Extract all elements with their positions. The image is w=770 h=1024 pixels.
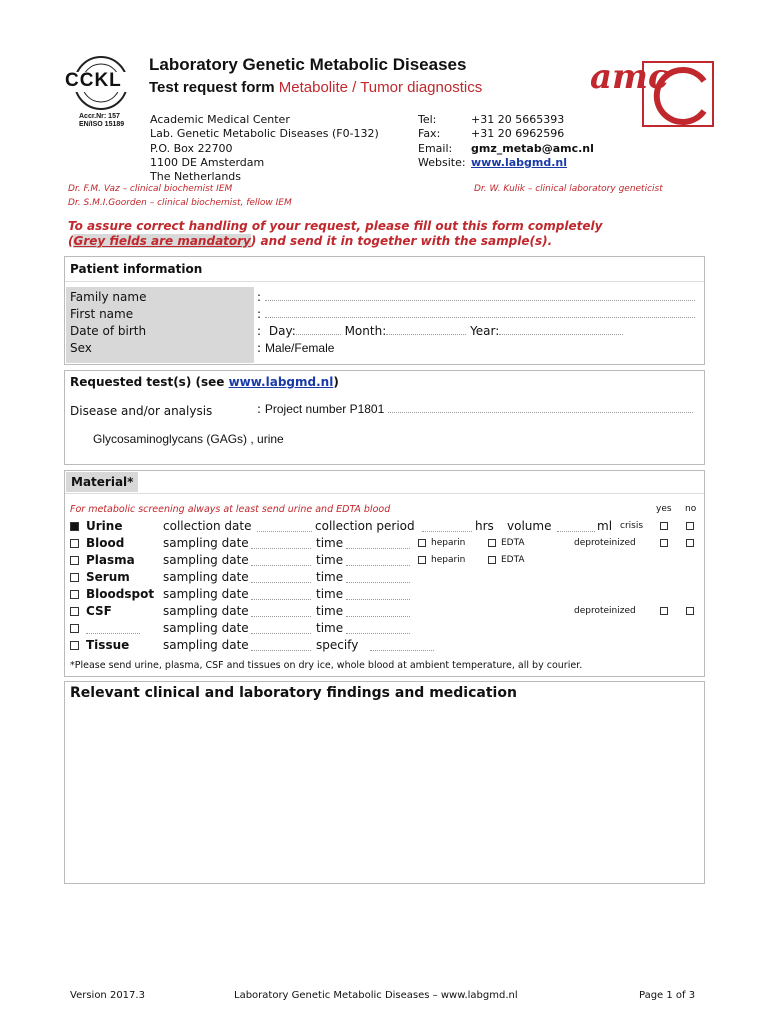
material-time-input[interactable] [346, 539, 410, 549]
disease-label: Disease and/or analysis [70, 404, 213, 418]
material-time-label: collection period [315, 519, 415, 533]
edta-checkbox[interactable] [488, 556, 496, 564]
material-row [70, 518, 702, 535]
disease-input[interactable]: Project number P1801 [264, 402, 385, 416]
yes-header: yes [656, 504, 672, 514]
address-line: P.O. Box 22700 [150, 141, 233, 155]
material-checkbox[interactable] [70, 539, 79, 548]
material-date-input[interactable] [251, 539, 311, 549]
volume-label: volume [507, 519, 552, 533]
patient-fields [257, 289, 701, 357]
edta-label: EDTA [501, 538, 525, 548]
material-time-input[interactable] [346, 573, 410, 583]
material-row [70, 603, 702, 620]
material-time-input[interactable] [346, 556, 410, 566]
material-date-input[interactable] [251, 590, 311, 600]
material-row [70, 569, 702, 586]
page-subtitle [149, 79, 482, 96]
material-extra-label: deproteinized [574, 606, 636, 616]
material-name: Urine [86, 519, 123, 533]
no-checkbox[interactable] [686, 522, 694, 530]
heparin-checkbox[interactable] [418, 556, 426, 564]
dob-label: Date of birth [70, 324, 147, 338]
yes-checkbox[interactable] [660, 607, 668, 615]
clinical-input-area[interactable] [68, 706, 701, 880]
fax-value: +31 20 6962596 [471, 127, 565, 141]
material-extra-label: deproteinized [574, 538, 636, 548]
email-value[interactable]: gmz_metab@amc.nl [471, 141, 594, 155]
no-checkbox[interactable] [686, 539, 694, 547]
requested-heading-link[interactable]: www.labgmd.nl [228, 375, 334, 389]
colon: : [257, 307, 262, 321]
first-name-input[interactable] [265, 308, 695, 318]
material-time-label: time [316, 553, 344, 567]
material-time-input[interactable] [422, 522, 472, 532]
website-link[interactable]: www.labgmd.nl [471, 155, 568, 169]
no-checkbox[interactable] [686, 607, 694, 615]
material-time-label: time [316, 570, 344, 584]
doctor-left-1: Dr. F.M. Vaz – clinical biochemist IEM [68, 184, 233, 194]
notice-line-1: To assure correct handling of your request, please fill out this form completely [68, 219, 603, 233]
address-line: Lab. Genetic Metabolic Diseases (F0-132) [150, 127, 379, 141]
colon: : [257, 290, 262, 304]
requested-test-value[interactable]: Glycosaminoglycans (GAGs) , urine [93, 432, 284, 446]
address-line: Academic Medical Center [150, 113, 290, 126]
form-notice [68, 219, 602, 249]
year-label: Year: [470, 324, 500, 338]
requested-heading-suffix: ) [333, 375, 339, 389]
material-row [70, 552, 702, 569]
requested-heading-prefix: Requested test(s) (see [70, 375, 229, 389]
material-name: Serum [86, 570, 130, 584]
material-time-label: specify [316, 638, 359, 652]
material-date-label: sampling date [163, 570, 249, 584]
material-heading: Material* [66, 472, 138, 492]
material-time-label: time [316, 604, 344, 618]
contact-labels [418, 113, 466, 170]
no-header: no [685, 504, 697, 514]
material-time-input[interactable] [346, 624, 410, 634]
material-extra-label: crisis [620, 521, 644, 531]
material-section [64, 470, 705, 677]
hrs-label: hrs [475, 519, 494, 533]
accr-nr: Accr.Nr: 157 [79, 113, 120, 120]
doctor-right: Dr. W. Kulik – clinical laboratory geneticist [474, 184, 663, 194]
footer-version: Version 2017.3 [70, 990, 145, 1001]
material-date-label: collection date [163, 519, 252, 533]
material-name: Blood [86, 536, 125, 550]
ml-label: ml [597, 519, 613, 533]
email-label: Email: [418, 141, 453, 155]
accr-norm: EN/ISO 15189 [79, 121, 125, 128]
address-line: The Netherlands [150, 170, 242, 184]
material-checkbox[interactable] [70, 522, 79, 531]
material-date-input[interactable] [251, 556, 311, 566]
material-row [70, 620, 702, 637]
material-footnote: *Please send urine, plasma, CSF and tissues on dry ice, whole blood at ambient temperature, all by courier. [70, 660, 583, 671]
family-name-input[interactable] [265, 291, 695, 301]
heparin-checkbox[interactable] [418, 539, 426, 547]
material-time-input[interactable] [346, 607, 410, 617]
colon: : [257, 341, 262, 355]
contact-values [471, 113, 594, 170]
day-input[interactable] [296, 325, 341, 335]
page-title: Laboratory Genetic Metabolic Diseases [149, 55, 467, 74]
material-date-input[interactable] [251, 641, 311, 651]
sex-value[interactable]: Male/Female [265, 341, 335, 355]
volume-input[interactable] [557, 522, 595, 532]
material-rows [70, 518, 702, 654]
material-date-label: sampling date [163, 587, 249, 601]
notice-line-2: ) and send it in together with the sample(s). [250, 234, 553, 248]
material-name: Bloodspot [86, 587, 155, 601]
yes-checkbox[interactable] [660, 539, 668, 547]
material-name: Tissue [86, 638, 130, 652]
amc-logo-arc-icon [642, 61, 714, 127]
material-date-label: sampling date [163, 604, 249, 618]
material-checkbox[interactable] [70, 590, 79, 599]
month-input[interactable] [386, 325, 466, 335]
yes-checkbox[interactable] [660, 522, 668, 530]
subtitle-prefix: Test request form [149, 79, 275, 96]
heparin-label: heparin [431, 538, 466, 548]
year-input[interactable] [499, 325, 623, 335]
clinical-heading: Relevant clinical and laboratory findings and medication [70, 685, 517, 701]
material-time-label: time [316, 587, 344, 601]
fax-label: Fax: [418, 127, 441, 141]
material-checkbox[interactable] [70, 624, 79, 633]
requested-section [64, 370, 705, 465]
footer-page: Page 1 of 3 [639, 990, 696, 1001]
material-date-label: sampling date [163, 536, 249, 550]
address-block [150, 113, 379, 184]
website-label: Website: [418, 155, 466, 169]
first-name-label: First name [70, 307, 134, 321]
patient-section [64, 256, 705, 365]
heparin-label: heparin [431, 555, 466, 565]
tel-value: +31 20 5665393 [471, 113, 565, 126]
colon: : [257, 324, 262, 338]
notice-grey-mandatory: Grey fields are mandatory [73, 234, 251, 248]
material-time-input[interactable] [370, 641, 434, 651]
material-checkbox[interactable] [70, 556, 79, 565]
material-name: Plasma [86, 553, 135, 567]
cckl-logo-text: CCKL [65, 70, 122, 91]
material-date-input[interactable] [257, 522, 312, 532]
material-date-input[interactable] [251, 624, 311, 634]
material-checkbox[interactable] [70, 641, 79, 650]
accreditation-logo [62, 54, 140, 112]
doctor-left-2: Dr. S.M.I.Goorden – clinical biochemist, fellow IEM [68, 198, 292, 208]
clinical-section [64, 681, 705, 884]
material-row [70, 586, 702, 603]
subtitle-highlight: Metabolite / Tumor diagnostics [278, 79, 483, 96]
footer-center: Laboratory Genetic Metabolic Diseases – www.labgmd.nl [234, 990, 518, 1001]
material-name: CSF [86, 604, 112, 618]
family-name-label: Family name [70, 290, 147, 304]
material-row [70, 535, 702, 552]
material-date-label: sampling date [163, 553, 249, 567]
material-row [70, 637, 702, 654]
colon: : [257, 402, 262, 416]
material-date-input[interactable] [251, 607, 311, 617]
material-date-label: sampling date [163, 638, 249, 652]
material-note: For metabolic screening always at least send urine and EDTA blood [70, 504, 391, 515]
material-checkbox[interactable] [70, 573, 79, 582]
tel-label: Tel: [418, 113, 437, 126]
patient-heading: Patient information [70, 262, 203, 276]
edta-label: EDTA [501, 555, 525, 565]
material-date-label: sampling date [163, 621, 249, 635]
edta-checkbox[interactable] [488, 539, 496, 547]
amc-logo-text: amc [590, 57, 669, 97]
material-other-input[interactable] [86, 624, 140, 634]
disease-field [257, 402, 701, 416]
material-time-label: time [316, 536, 344, 550]
material-date-input[interactable] [251, 573, 311, 583]
requested-heading [70, 375, 339, 389]
day-label: Day: [268, 324, 296, 338]
address-line: 1100 DE Amsterdam [150, 155, 265, 169]
material-checkbox[interactable] [70, 607, 79, 616]
material-time-input[interactable] [346, 590, 410, 600]
notice-paren: ( [68, 234, 74, 248]
sex-label: Sex [70, 341, 92, 355]
patient-labels [70, 289, 146, 357]
amc-logo [590, 57, 720, 129]
material-time-label: time [316, 621, 344, 635]
month-label: Month: [344, 324, 387, 338]
